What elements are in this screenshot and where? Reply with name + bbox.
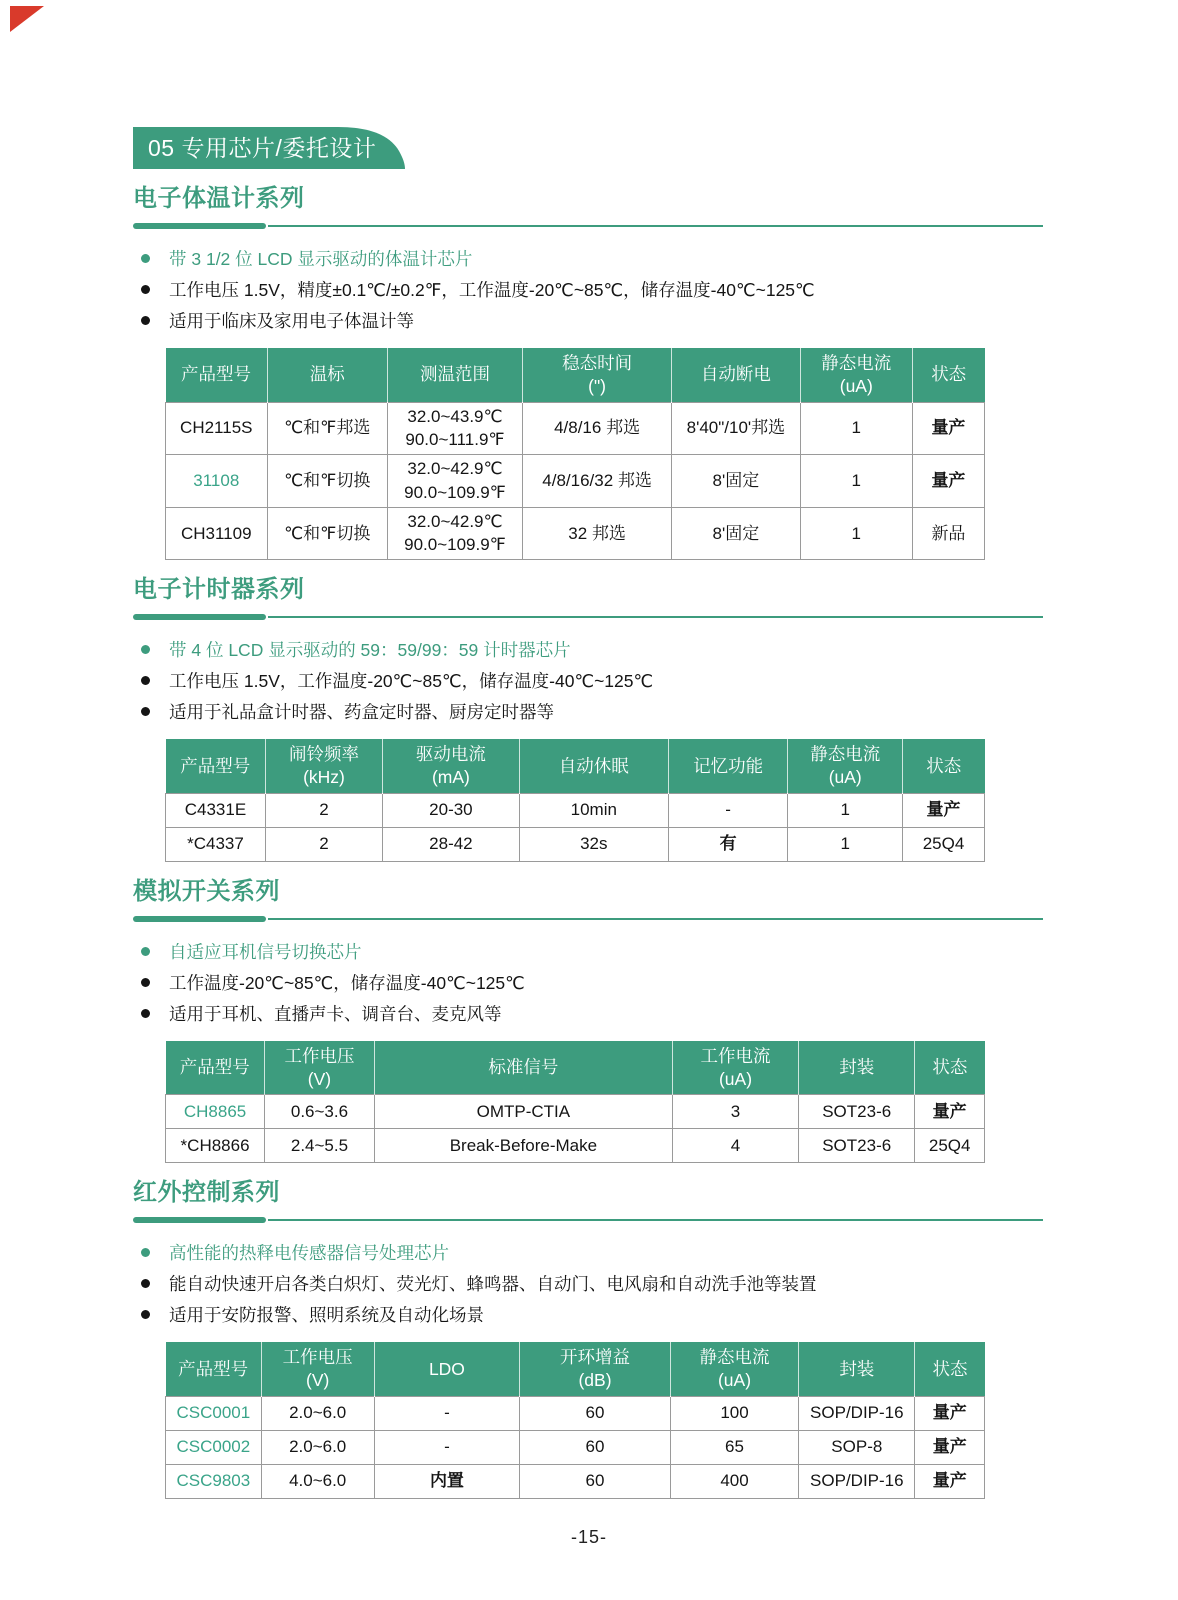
bullet-item [141, 1237, 1043, 1268]
header-row [166, 1041, 985, 1095]
bullet-text: 工作电压 1.5V，精度±0.1℃/±0.2℉，工作温度-20℃~85℃，储存温度-40℃~125℃ [169, 280, 815, 300]
table-cell: 60 [520, 1396, 671, 1430]
bullet-text: 自适应耳机信号切换芯片 [169, 941, 362, 962]
header-row [166, 348, 985, 402]
table-cell: 2.4~5.5 [265, 1129, 375, 1163]
table-cell: - [374, 1430, 520, 1464]
table-cell: 1 [788, 793, 903, 827]
corner-flag-icon [10, 6, 44, 32]
section-divider [133, 614, 1043, 620]
table-cell: - [668, 793, 788, 827]
product-code-cell: *C4337 [166, 827, 266, 861]
table-cell: 8'40"/10'邦选 [672, 402, 801, 455]
divider-thick-bar [133, 223, 266, 229]
column-header: 驱动电流 (mA) [383, 739, 520, 793]
divider-thin-line [268, 225, 1043, 227]
table-cell: SOP/DIP-16 [799, 1464, 915, 1498]
bullet-item [141, 305, 1043, 336]
table-cell: 0.6~3.6 [265, 1095, 375, 1129]
bullet-list [133, 634, 1043, 727]
table-cell: 32.0~42.9℃ 90.0~109.9℉ [387, 507, 522, 560]
table-row [166, 1129, 985, 1163]
table-cell: 25Q4 [903, 827, 985, 861]
page-number: -15- [570, 1527, 607, 1547]
product-code-cell[interactable]: CSC0002 [166, 1430, 262, 1464]
bullet-dot-icon [141, 947, 150, 956]
column-header: 记忆功能 [668, 739, 788, 793]
column-header: 封装 [799, 1041, 915, 1095]
chapter-banner [133, 127, 405, 169]
table-cell: 1 [800, 455, 912, 508]
table-cell: 4.0~6.0 [261, 1464, 374, 1498]
bullet-text: 适用于临床及家用电子体温计等 [169, 311, 414, 331]
bullet-text: 工作电压 1.5V，工作温度-20℃~85℃，储存温度-40℃~125℃ [169, 671, 654, 692]
table-cell: 量产 [915, 1095, 985, 1129]
table-cell: 60 [520, 1464, 671, 1498]
column-header: 温标 [267, 348, 387, 402]
bullet-item [141, 243, 1043, 274]
product-code-cell: C4331E [166, 793, 266, 827]
product-table [165, 1342, 985, 1499]
table-cell: 2.0~6.0 [261, 1396, 374, 1430]
header-row [166, 1342, 985, 1396]
bullet-item [141, 998, 1043, 1029]
product-code-cell: CH31109 [166, 507, 268, 560]
column-header: 状态 [915, 1342, 985, 1396]
table-cell: 新品 [912, 507, 984, 560]
divider-thin-line [268, 1219, 1043, 1221]
table-cell: 25Q4 [915, 1129, 985, 1163]
product-code-cell[interactable]: CH8865 [166, 1095, 265, 1129]
table-row [166, 1396, 985, 1430]
divider-thick-bar [133, 916, 266, 922]
table-cell: 32.0~43.9℃ 90.0~111.9℉ [387, 402, 522, 455]
bullet-list [133, 243, 1043, 336]
table-cell: SOP-8 [799, 1430, 915, 1464]
table-cell: 32s [519, 827, 668, 861]
table-cell: 有 [668, 827, 788, 861]
column-header: 自动断电 [672, 348, 801, 402]
column-header: 测温范围 [387, 348, 522, 402]
section-title: 红外控制系列 [133, 1179, 280, 1207]
product-table [165, 348, 985, 560]
column-header: 状态 [912, 348, 984, 402]
bullet-item [141, 665, 1043, 696]
bullet-text: 工作温度-20℃~85℃，储存温度-40℃~125℃ [169, 972, 525, 993]
column-header: 工作电压 (V) [261, 1342, 374, 1396]
bullet-item [141, 634, 1043, 665]
table-cell: 量产 [915, 1396, 985, 1430]
table-cell: 量产 [903, 793, 985, 827]
bullet-item [141, 274, 1043, 305]
column-header: 自动休眠 [519, 739, 668, 793]
bullet-dot-icon [141, 254, 150, 263]
product-code-cell: *CH8866 [166, 1129, 265, 1163]
table-cell: 32.0~42.9℃ 90.0~109.9℉ [387, 455, 522, 508]
section-title: 电子计时器系列 [133, 576, 305, 604]
table-row [166, 1430, 985, 1464]
bullet-text: 带 4 位 LCD 显示驱动的 59：59/99：59 计时器芯片 [169, 640, 571, 661]
column-header: 静态电流 (uA) [788, 739, 903, 793]
bullet-item [141, 696, 1043, 727]
bullet-dot-icon [141, 1310, 150, 1319]
column-header: 标准信号 [374, 1041, 672, 1095]
table-cell: OMTP-CTIA [374, 1095, 672, 1129]
column-header: 稳态时间 (") [523, 348, 672, 402]
table-cell: SOT23-6 [799, 1129, 915, 1163]
section [133, 576, 1043, 862]
table-cell: 32 邦选 [523, 507, 672, 560]
product-code-cell[interactable]: CSC9803 [166, 1464, 262, 1498]
bullet-dot-icon [141, 1248, 150, 1257]
divider-thin-line [268, 616, 1043, 618]
table-row [166, 1095, 985, 1129]
table-cell: 量产 [912, 455, 984, 508]
section-title: 电子体温计系列 [133, 185, 305, 212]
table-cell: 2 [265, 827, 382, 861]
divider-thin-line [268, 918, 1043, 920]
bullet-dot-icon [141, 978, 150, 987]
column-header: 封装 [799, 1342, 915, 1396]
bullet-text: 适用于安防报警、照明系统及自动化场景 [169, 1305, 484, 1326]
product-table [165, 1041, 985, 1164]
column-header: 工作电流 (uA) [672, 1041, 798, 1095]
bullet-dot-icon [141, 285, 150, 294]
column-header: 状态 [903, 739, 985, 793]
table-cell: 60 [520, 1430, 671, 1464]
table-cell: Break-Before-Make [374, 1129, 672, 1163]
table-cell: 8'固定 [672, 507, 801, 560]
bullet-list [133, 1237, 1043, 1330]
bullet-item [141, 967, 1043, 998]
bullet-dot-icon [141, 676, 150, 685]
bullet-text: 带 3 1/2 位 LCD 显示驱动的体温计芯片 [169, 249, 473, 269]
section [133, 185, 1043, 560]
section [133, 878, 1043, 1164]
section [133, 1179, 1043, 1499]
table-cell: 65 [670, 1430, 798, 1464]
column-header: 工作电压 (V) [265, 1041, 375, 1095]
bullet-text: 高性能的热释电传感器信号处理芯片 [169, 1243, 449, 1264]
table-cell: 400 [670, 1464, 798, 1498]
bullet-dot-icon [141, 1009, 150, 1018]
table-cell: - [374, 1396, 520, 1430]
bullet-item [141, 936, 1043, 967]
column-header: LDO [374, 1342, 520, 1396]
table-cell: 4/8/16/32 邦选 [523, 455, 672, 508]
table-cell: 2.0~6.0 [261, 1430, 374, 1464]
product-table [165, 739, 985, 862]
divider-thick-bar [133, 614, 266, 620]
table-row [166, 507, 985, 560]
table-cell: 内置 [374, 1464, 520, 1498]
bullet-dot-icon [141, 1279, 150, 1288]
table-row [166, 1464, 985, 1498]
table-cell: 量产 [915, 1430, 985, 1464]
product-code-cell: CH2115S [166, 402, 268, 455]
table-row [166, 402, 985, 455]
bullet-list [133, 936, 1043, 1029]
column-header: 产品型号 [166, 739, 266, 793]
bullet-item [141, 1299, 1043, 1330]
bullet-dot-icon [141, 707, 150, 716]
section-title: 模拟开关系列 [133, 877, 280, 905]
column-header: 产品型号 [166, 1342, 262, 1396]
table-cell: 1 [800, 507, 912, 560]
sections [0, 185, 1178, 1499]
section-divider [133, 1217, 1043, 1223]
bullet-dot-icon [141, 645, 150, 654]
column-header: 产品型号 [166, 348, 268, 402]
column-header: 开环增益 (dB) [520, 1342, 671, 1396]
column-header: 状态 [915, 1041, 985, 1095]
table-cell: 量产 [912, 402, 984, 455]
product-code-cell[interactable]: CSC0001 [166, 1396, 262, 1430]
table-row [166, 827, 985, 861]
table-cell: 4 [672, 1129, 798, 1163]
table-cell: SOP/DIP-16 [799, 1396, 915, 1430]
column-header: 产品型号 [166, 1041, 265, 1095]
table-cell: 3 [672, 1095, 798, 1129]
table-cell: 4/8/16 邦选 [523, 402, 672, 455]
table-cell: 8'固定 [672, 455, 801, 508]
bullet-item [141, 1268, 1043, 1299]
table-cell: 1 [788, 827, 903, 861]
table-cell: 量产 [915, 1464, 985, 1498]
table-row [166, 455, 985, 508]
table-cell: 2 [265, 793, 382, 827]
table-row [166, 793, 985, 827]
table-cell: 20-30 [383, 793, 520, 827]
table-cell: 28-42 [383, 827, 520, 861]
column-header: 闹铃频率 (kHz) [265, 739, 382, 793]
section-divider [133, 223, 1043, 229]
column-header: 静态电流 (uA) [800, 348, 912, 402]
divider-thick-bar [133, 1217, 266, 1223]
table-cell: 10min [519, 793, 668, 827]
table-cell: ℃和℉邦选 [267, 402, 387, 455]
table-cell: 100 [670, 1396, 798, 1430]
table-cell: SOT23-6 [799, 1095, 915, 1129]
table-cell: ℃和℉切换 [267, 507, 387, 560]
table-cell: ℃和℉切换 [267, 455, 387, 508]
table-cell: 1 [800, 402, 912, 455]
chapter-title: 05 专用芯片/委托设计 [148, 135, 377, 161]
header-row [166, 739, 985, 793]
bullet-text: 适用于耳机、直播声卡、调音台、麦克风等 [169, 1003, 502, 1024]
bullet-text: 能自动快速开启各类白炽灯、荧光灯、蜂鸣器、自动门、电风扇和自动洗手池等装置 [169, 1274, 817, 1295]
column-header: 静态电流 (uA) [670, 1342, 798, 1396]
product-code-cell[interactable]: 31108 [166, 455, 268, 508]
bullet-text: 适用于礼品盒计时器、药盒定时器、厨房定时器等 [169, 702, 554, 723]
bullet-dot-icon [141, 316, 150, 325]
section-divider [133, 916, 1043, 922]
